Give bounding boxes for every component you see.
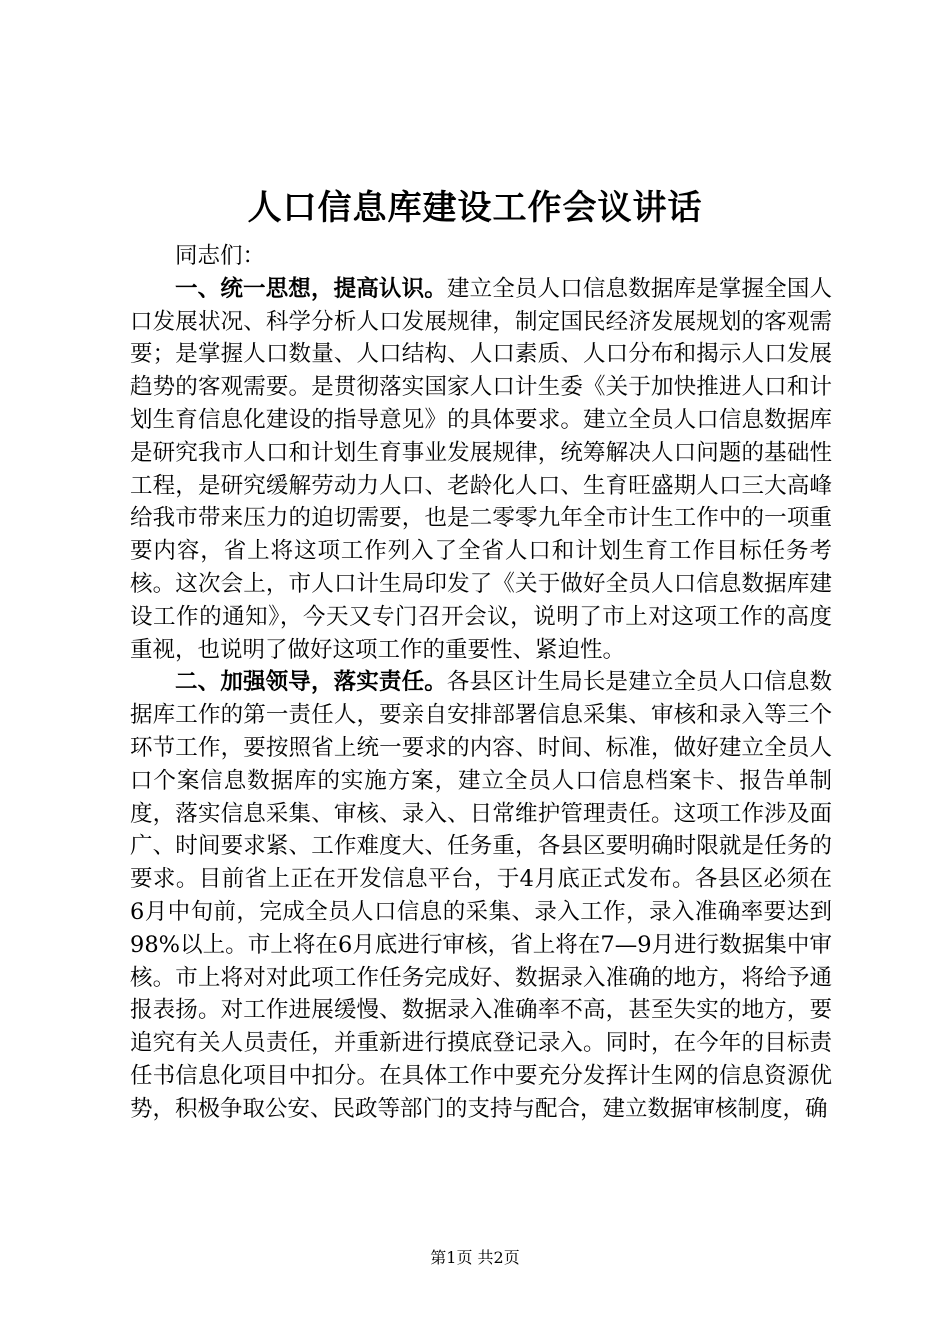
paragraph-1-text: 建立全员人口信息数据库是掌握全国人口发展状况、科学分析人口发展规律，制定国民经济发展规划的客观需要；是掌握人口数量、人口结构、人口素质、人口分布和揭示人口发展趋势的客观需要。是贯彻落实国家人口计生委《关于加快推进人口和计划生育信息化建设的指导意见》的具体要求。建立全员人口信息数据库是研究我市人口和计划生育事业发展规律，统筹解决人口问题的基础性工程，是研究缓解劳动力人口、老龄化人口、生育旺盛期人口三大高峰给我市带来压力的迫切需要，也是二零零九年全市计生工作中的一项重要内容，省上将这项工作列入了全省人口和计划生育工作目标任务考核。这次会上，市人口计生局印发了《关于做好全员人口信息数据库建设工作的通知》，今天又专门召开会议，说明了市上对这项工作的高度重视，也说明了做好这项工作的重要性、紧迫性。	[130, 275, 832, 663]
paragraph-1-heading: 一、统一思想，提高认识。	[175, 275, 447, 302]
page-footer: 第1页 共2页	[430, 1248, 520, 1267]
paragraph-2	[130, 666, 832, 1125]
paragraph-2-heading: 二、加强领导，落实责任。	[175, 669, 447, 696]
paragraph-1	[130, 273, 832, 667]
greeting: 同志们：	[175, 243, 266, 269]
document-title: 人口信息库建设工作会议讲话	[247, 188, 703, 228]
document-body	[130, 240, 832, 1126]
paragraph-2-text: 各县区计生局长是建立全员人口信息数据库工作的第一责任人，要亲自安排部署信息采集、审核和录入等三个环节工作，要按照省上统一要求的内容、时间、标准，做好建立全员人口个案信息数据库的实施方案，建立全员人口信息档案卡、报告单制度，落实信息采集、审核、录入、日常维护管理责任。这项工作涉及面广、时间要求紧、工作难度大、任务重，各县区要明确时限就是任务的要求。目前省上正在开发信息平台，于4月底正式发布。各县区必须在6月中旬前，完成全员人口信息的采集、录入工作，录入准确率要达到98%以上。市上将在6月底进行审核，省上将在7—9月进行数据集中审核。市上将对对此项工作任务完成好、数据录入准确的地方，将给予通报表扬。对工作进展缓慢、数据录入准确率不高，甚至失实的地方，要追究有关人员责任，并重新进行摸底登记录入。同时，在今年的目标责任书信息化项目中扣分。在具体工作中要充分发挥计生网的信息资源优势，积极争取公安、民政等部门的支持与配合，建立数据审核制度，确	[130, 669, 832, 1122]
